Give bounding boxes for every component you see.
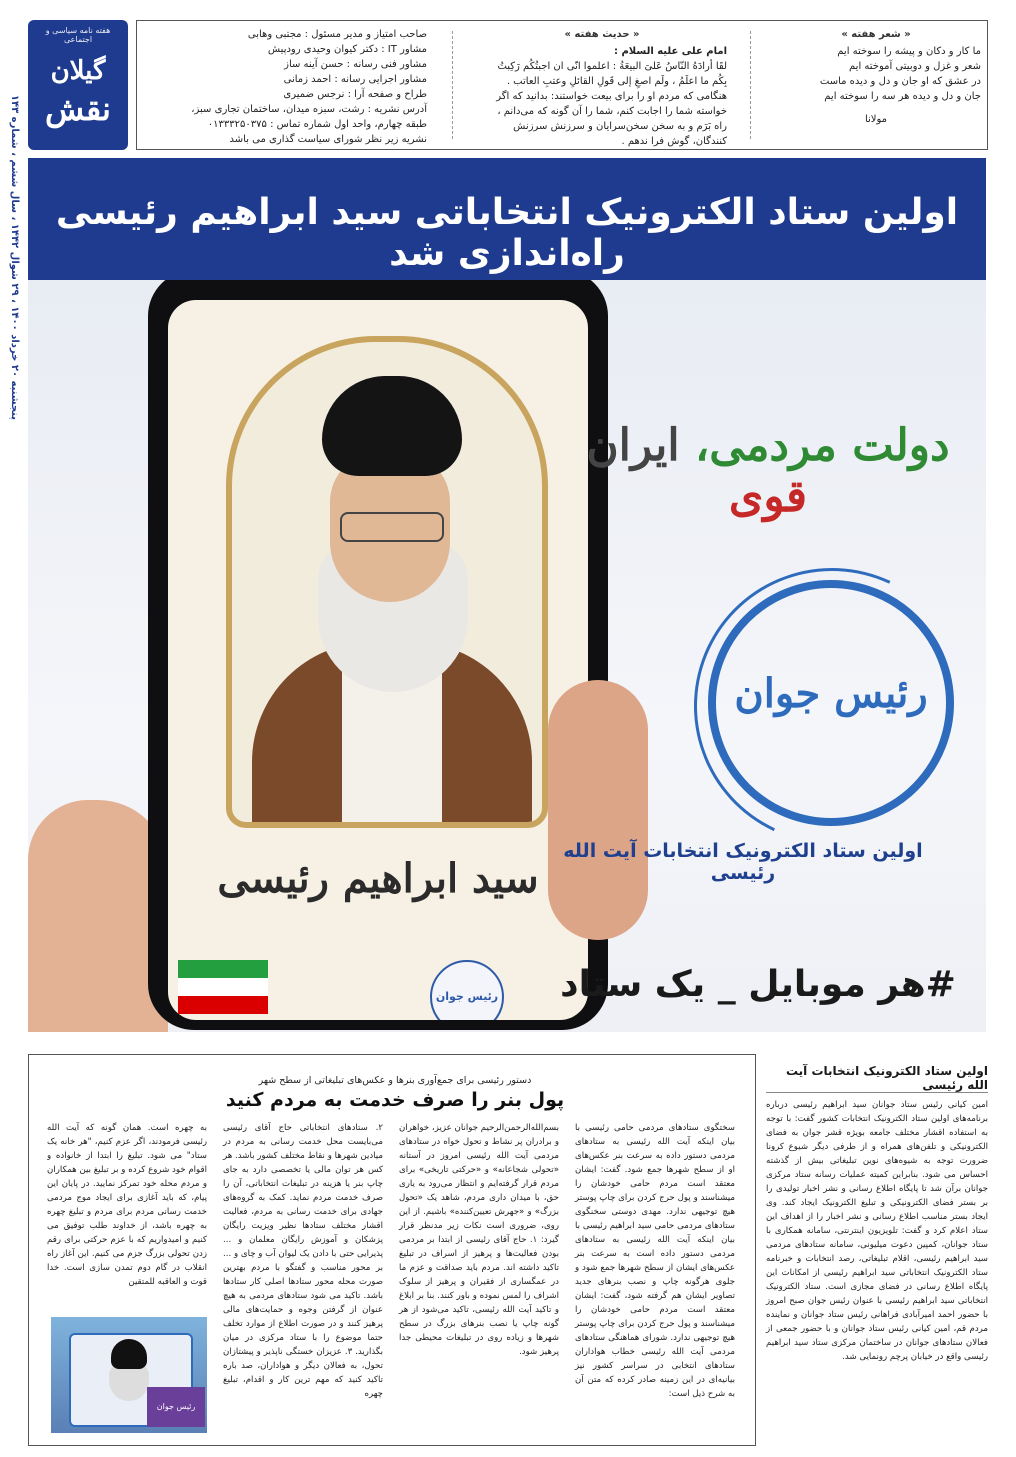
emblem-text: رئیس جوان xyxy=(734,670,928,717)
poem-of-week xyxy=(771,27,981,143)
side-article-title: اولین ستاد الکترونیک انتخابات آیت الله رئیسی xyxy=(785,1064,988,1092)
credit-line: مشاور IT : دکتر کیوان وحیدی رودپیش xyxy=(267,44,427,55)
slogan-part: ایران xyxy=(586,420,680,471)
photo-sign: رئیس جوان xyxy=(147,1387,205,1427)
publication-credits xyxy=(147,27,427,143)
portrait-turban xyxy=(322,376,462,476)
hand-illustration xyxy=(28,800,168,1032)
logo-name-gilan: گیلان xyxy=(50,56,106,86)
newspaper-logo xyxy=(28,20,128,150)
credit-line: مشاور اجرایی رسانه : احمد زمانی xyxy=(283,74,427,85)
phone-screen xyxy=(168,300,588,1020)
credit-line: طبقه چهارم، واحد اول شماره تماس : ۰۱۳۳۳۲۵۰۳۷۵ xyxy=(207,119,427,130)
hero-image xyxy=(28,280,986,1032)
poem-heading: « شعر هفته » xyxy=(841,29,911,40)
campaign-hashtag: #هر موبایل _ یک ستاد xyxy=(560,964,956,1005)
poem-author: مولانا xyxy=(864,114,888,125)
slogan-part: دولت مردمی xyxy=(709,420,950,471)
side-article-body: امین کیانی رئیس ستاد جوانان سید ابراهیم رئیسی درباره برنامه‌های اولین ستاد الکترونیک انتخابات کشور گفت: با توجه به استفاده اقشار مختلف جامعه بویژه قشر جوان به فضای الکترونیکی و تلفن‌های همراه و از طرفی دیگر شیوع کرونا ضرورت توجه به شیوه‌های نوین تبلیغاتی بیش از گذشته احساس می شود. بنابراین کمیته عملیات رسانه ستاد مرکزی جوانان برآن شد تا پایگاه اطلاع رسانی و نشر اخبار تولیدی را بر بستر فضای الکترونیکی و تبلیغ الکترونیک ایجاد کند. وی ایجاد بستر مناسب اطلاع رسانی و نشر اخبار را از اهداف این ستاد اعلام کرد و گفت: تلویزیون اینترنتی، سامانه همکاری با ستاد جوانان، کمپین دعوت میلیونی، سامانه ستادهای مردمی سید ابراهیم رئیسی، اقلام تبلیغاتی، رصد انتخابات و خبرنامه ستاد الکترونیک انتخاباتی سید ابراهیم رئیسی از امکانات این پایگاه اطلاع رسانی در فضای مجازی است. ستاد الکترونیک انتخاباتی سید ابراهیم رئیسی با عنوان رئیس جوان صبح امروز با حضور احمد امیرآبادی فراهانی رئیس ستاد جوانان و نماینده مردم قم، امین کیانی رئیس ستاد جوانان و با حضور جمعی از فعالان ستادهای جوانان در ساختمان مرکزی ستاد سید ابراهیم رئیسی واقع در خیابان پرچم رونمایی شد. xyxy=(766,1100,988,1362)
campaign-emblem xyxy=(708,580,954,826)
article-column: سختگوی ستادهای مردمی حامی رئیسی با بیان اینکه آیت الله رئیسی به ستادهای مردمی دستور داده به سرعت بنر عکس‌های او از سطح شهرها جمع شود. گفت: ایشان معتقد است مردم حامی خودشان را میشناسند و پول حرج کردن برای چاپ پوستر هیچ توجیهی ندارد. مهدی دوستی سخنگوی ستادهای مردمی حامی سید ابراهیم رئیسی با بیان اینکه آیت الله رئیسی به ستادهای مردمی دستور داده است به سرعت بنر عکس‌های ایشان از سطح شهرها جمع شود و جلوی هرگونه چاپ و نصب بنرهای جدید تصاویر ایشان هم گرفته شود، گفت: ایشان معتقد است مردم حامی خودشان را میشناسند و پول حرج کردن برای چاپ پوستر هیچ توجیهی ندارد. شورای هماهنگی ستادهای مردمی آیت الله رئیسی خطاب هواداران ستادهای انتخابی در سراسر کشور نیز بیانیه‌ای در این زمینه صادر کرده که متن آن به شرح ذیل است: xyxy=(575,1123,735,1399)
issue-date-vertical: پنجشنبه ۲۰ خرداد ۱۴۰۰ ، ۲۹ شوال ۱۴۴۲ ، سال ششم ، شماره ۱۴۳ xyxy=(9,94,20,420)
poem-line: ما کار و دکان و پیشه را سوخته ایم xyxy=(837,46,981,57)
article-photo xyxy=(51,1317,207,1433)
credit-line: صاحب امتیاز و مدیر مسئول : مجتبی وهابی xyxy=(247,29,427,40)
hand-illustration xyxy=(548,680,648,940)
campaign-slogan xyxy=(568,420,968,522)
hero-caption: اولین ستاد الکترونیک انتخابات آیت الله رئیسی xyxy=(563,840,923,884)
masthead-info-box xyxy=(136,20,988,150)
logo-tagline: هفته نامه سیاسی و اجتماعی xyxy=(45,26,111,44)
photo-figure-head xyxy=(111,1339,147,1369)
logo-name-naghsh: نقش xyxy=(45,90,111,128)
phone-illustration xyxy=(148,280,608,1030)
portrait-arch-frame xyxy=(226,336,548,828)
hadith-attribution: امام علی علیه السلام : xyxy=(614,46,727,57)
poem-line: شعر و غزل و دوبیتی آموخته ایم xyxy=(849,61,981,72)
iran-flag-icon xyxy=(178,960,268,1014)
poem-line: در عشق که او جان و دل و دیده ماست xyxy=(819,76,981,87)
article-headline: پول بنر را صرف خدمت به مردم کنید xyxy=(225,1089,565,1111)
slogan-separator: ، xyxy=(679,420,710,471)
credit-line: طراح و صفحه آرا : نرجس ضمیری xyxy=(283,89,427,100)
column-divider xyxy=(750,31,751,139)
credit-line: مشاور فنی رسانه : حسن آینه ساز xyxy=(284,59,427,70)
hadith-line: بِکُم ما اعلَمُ ، ولَم اصغِ إلی قَولِ القائلِ وعتبِ العاتب . xyxy=(506,76,727,87)
poem-line: جان و دل و دیده هر سه را سوخته ایم xyxy=(824,91,981,102)
hadith-of-week xyxy=(477,27,727,147)
hadith-heading: « حدیث هفته » xyxy=(564,29,640,40)
article-column: بسم‌الله‌الرحمن‌الرحیم جوانان عزیز، خواهران و برادران پر نشاط و تحول خواه در ستادهای مردمی آیت الله رئیسی امروز در آستانه «تحولی شجاعانه» و «حرکتی تاریخی» برای مردم قرار گرفته‌ایم و انتظار می‌رود به یاری حق، با میدان داری مردم، شاهد یک «تحول بزرگ» و «جهرش تعیین‌کننده» باشیم. از این روی، ضروری است نکات زیر مدنظر قرار گیرد: ۱. حاج آقای رئیسی از ابتدا بر مردمی بودن فعالیت‌ها و پرهیز از اسراف در تبلیغ تاکید داشته اند. مردم باید صداقت و عزم ما در عمگساری از فقیران و پرهیز از سلوک اشراف را لمس نموده و باور کنند. بنا بر ابلاغ و تاکید آیت الله رئیسی، تاکید می‌شود از هر گونه چاپ یا نصب بنرهای بزرگ در سطح شهرها و زیاده روی در تبلیغات محیطی جدا پرهیز شود. xyxy=(399,1123,559,1357)
column-divider xyxy=(452,31,453,139)
mini-emblem: رئیس جوان xyxy=(430,960,504,1020)
article-column: ۲. ستادهای انتخاباتی حاج آقای رئیسی می‌بایست محل خدمت رسانی به مردم در میادین شهرها و نقاط مختلف کشور باشد. هر کس هر توان مالی یا تخصصی دارد به جای چاپ بنر یا هزینه در تبلیغات انتخاباتی، آن را صرف خدمت مردم نماید. کمک به گروه‌های جهادی برای خدمت رسانی به مردم، فعالیت اقشار مختلف ستادها نظیر ویزیت رایگان پزشکان و آموزش رایگان معلمان و ... پذیرایی حتی با دادن یک لیوان آب و چای و ... بر محور مناسب و گفتگو با مردم بهترین صورت محله محور ستادها اصلی کار ستادها باشد. تاکید می شود ستادهای مردمی به هیچ عنوان از گرفتن وجوه و حمایت‌های مالی پرهیز کنند و در صورت اطلاع از موارد تخلف حتما موضوع را با ستاد مرکزی در میان بگذارید. ۳. عزیزان خستگی ناپذیر و پیشتازان تحول، به فعالان دیگر و هواداران، صد باره تاکید کنید که مهم ترین کار و اقدام، تبلیغ چهره xyxy=(223,1123,383,1399)
portrait-glasses xyxy=(340,512,444,542)
banner-headline: اولین ستاد الکترونیک انتخاباتی سید ابراهیم رئیسی راه‌اندازی شد xyxy=(55,192,959,274)
hadith-line: هنگامی که مردم او را برای بیعت خواستند: بدانید که اگر xyxy=(496,91,727,102)
hadith-line: کنندگان، گوش فرا ندهم . xyxy=(621,136,727,147)
name-calligraphy: سید ابراهیم رئیسی xyxy=(217,855,539,902)
hadith-line: راه بَرَم و به سخن سخن‌سرایان و سرزنش سرزنش xyxy=(513,121,727,132)
hadith-line: لقَا أرادَهُ النّاسُ عَلیَ البیعَةُ : اعلموا انّی ان اجبتُکُم رَکِبتُ xyxy=(497,61,727,72)
front-page-banner xyxy=(28,158,986,280)
article-kicker: دستور رئیسی برای جمع‌آوری بنرها و عکس‌های تبلیغاتی از سطح شهر xyxy=(258,1075,532,1086)
main-article xyxy=(28,1054,756,1446)
credit-line: نشریه زیر نظر شورای سیاست گذاری می باشد xyxy=(229,134,427,145)
article-column: به چهره است. همان گونه که آیت الله رئیسی فرمودند، اگر عزم کنیم، "هر خانه یک ستاد" می شود. تبلیغ را ابتدا از خانواده و اقوام خود شروع کرده و بر تبلیغ بین همکاران و مردم محله خود تمرکز نمایید. در پایان این پیام، که باید آغازی برای ایجاد موج مردمی خدمت رسانی مردم برای مردم و تبلیغ چهره به چهره باشد، از خداوند طلب توفیق می کنیم و امیدواریم که با عزم حرکتی برای رقم زدن تحولی بزرگ جزم می کنیم. این آغاز راه انقلاب در گام دوم تمدن سازی است. خدا قوت و العاقبه للمتقین xyxy=(47,1123,207,1287)
slogan-part: قوی xyxy=(728,471,808,522)
hadith-line: خواسته شما را اجابت کنم، شما را آن گونه که می‌دانم ، xyxy=(497,106,727,117)
credit-line: آدرس نشریه : رشت، سبزه میدان، ساختمان تجاری سبز، xyxy=(191,104,427,115)
side-article xyxy=(766,1054,988,1444)
divider xyxy=(766,1092,988,1093)
